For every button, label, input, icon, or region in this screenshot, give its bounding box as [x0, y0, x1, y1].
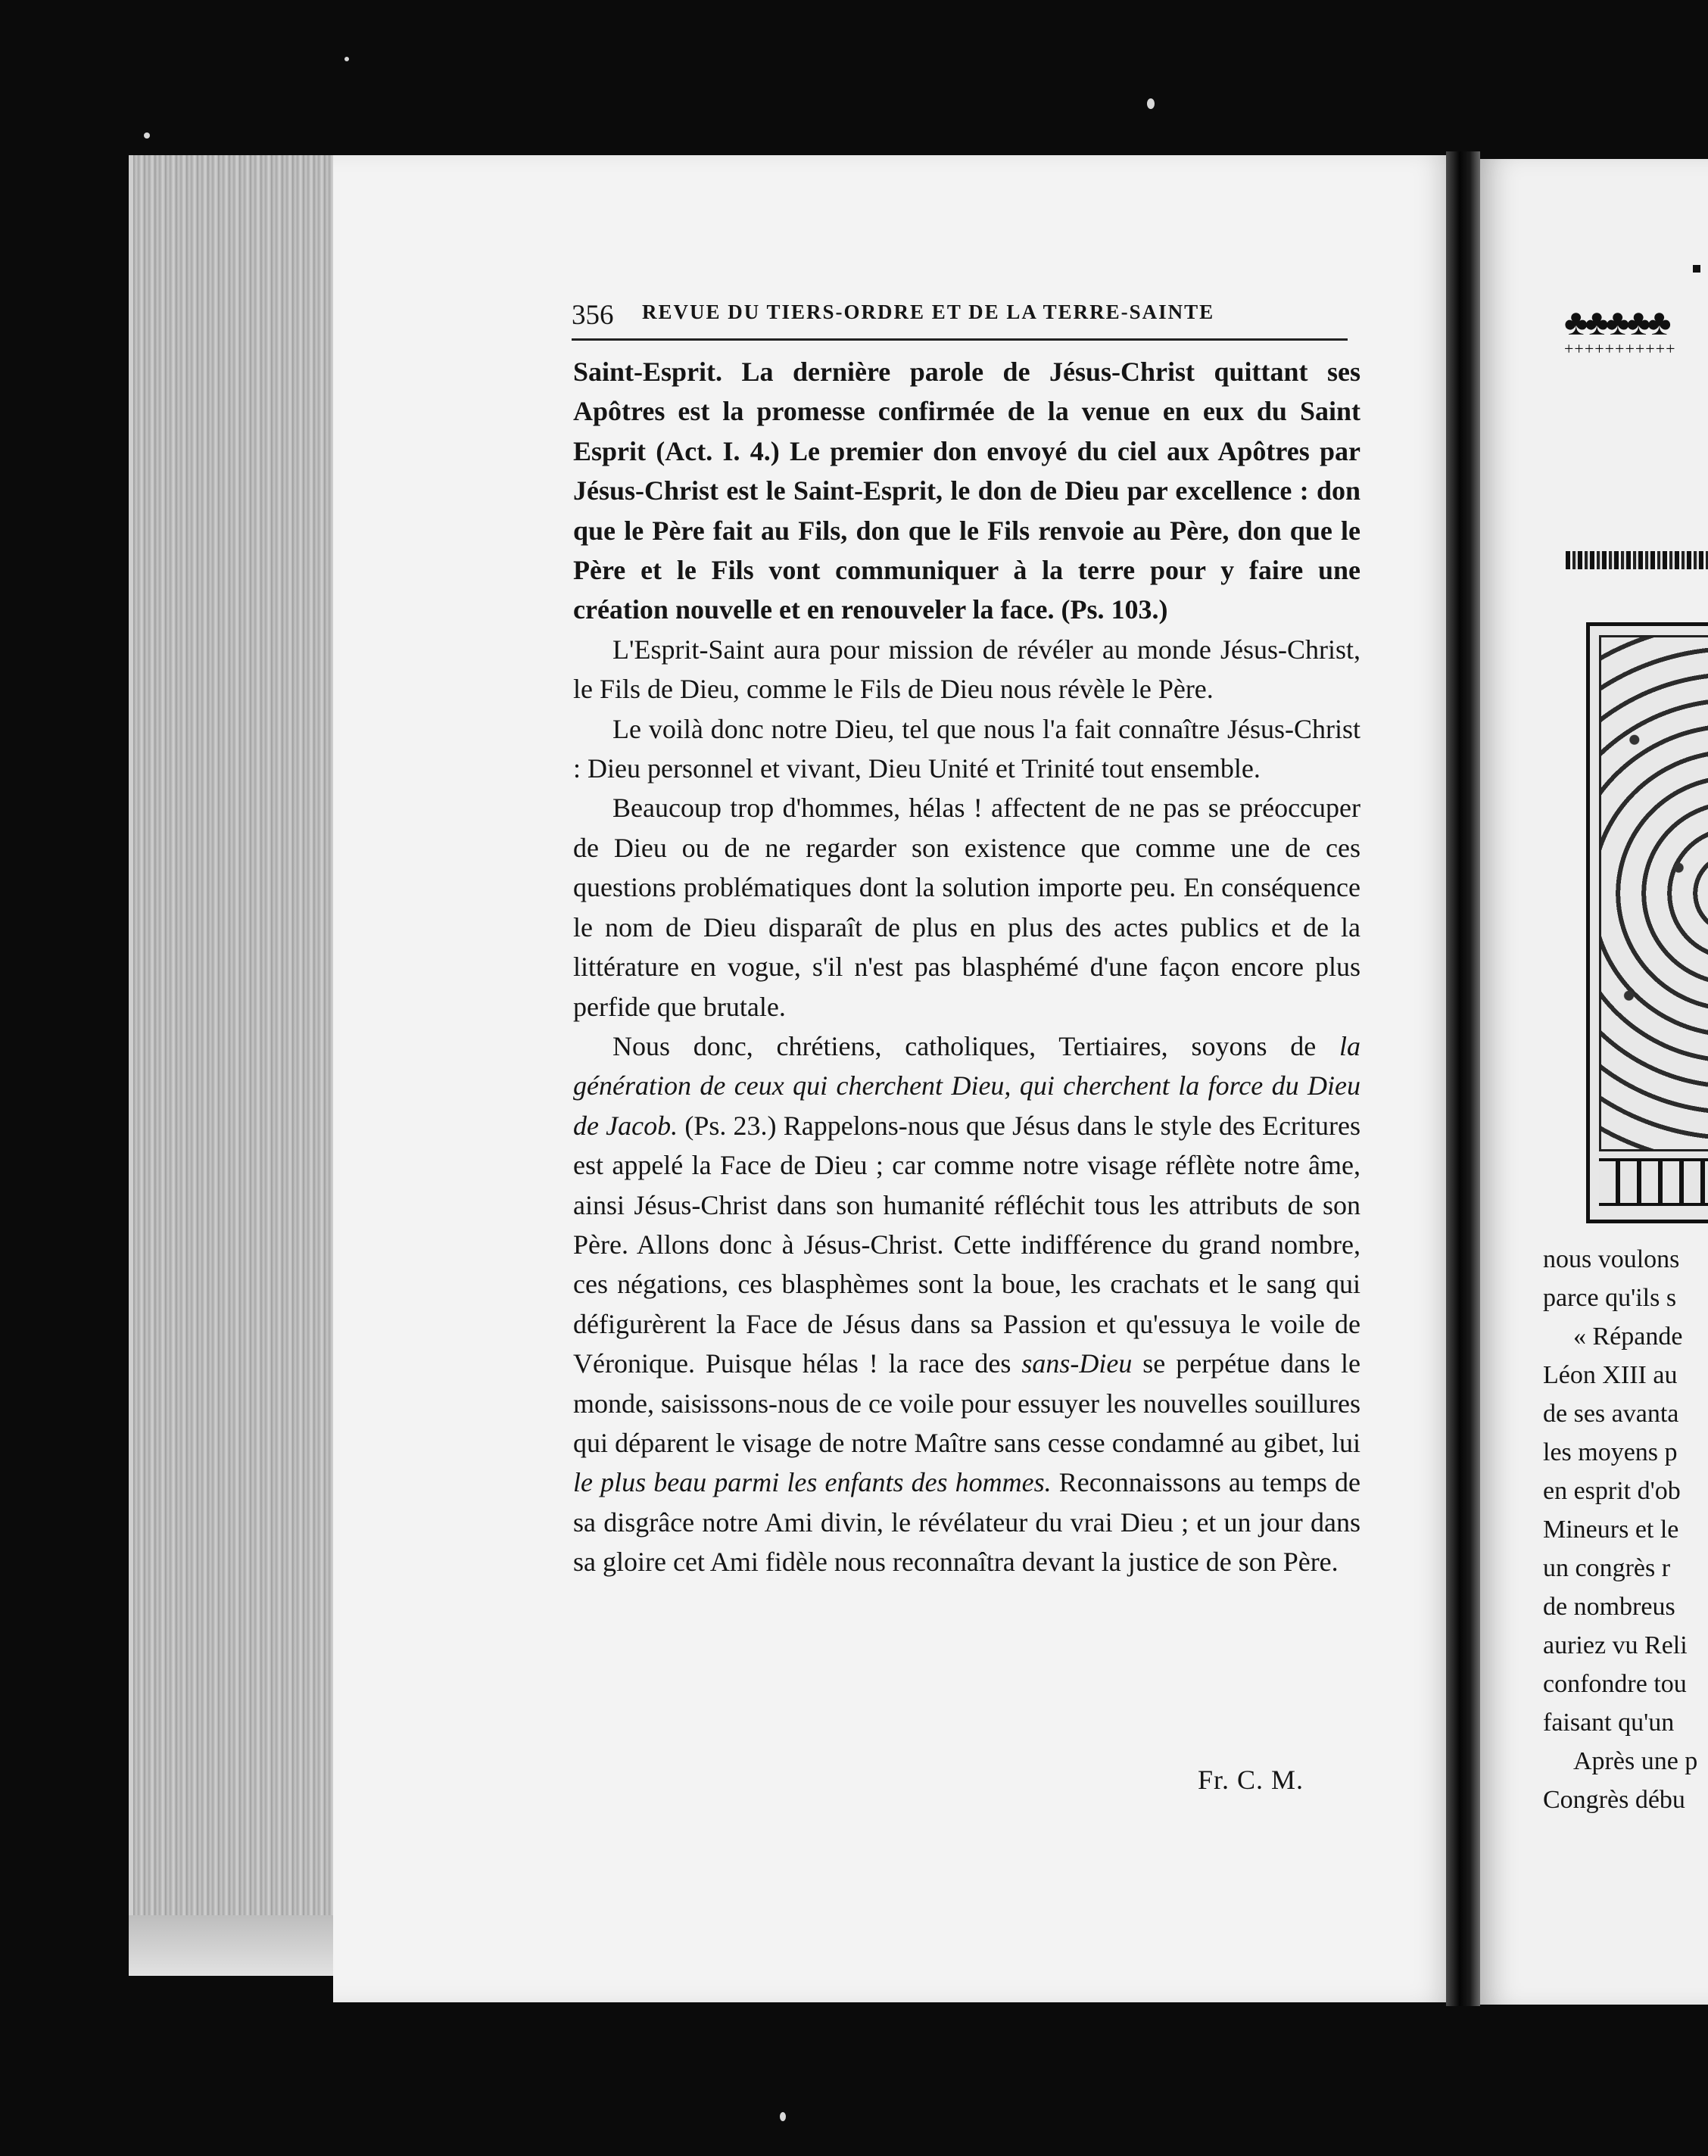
right-line: nous voulons: [1543, 1245, 1680, 1273]
film-speck: [144, 132, 150, 139]
ornament-row: [1564, 305, 1708, 360]
italic-quote: la génération de ceux qui cherchent Dieu, qui cherchent la force du Dieu de Jacob.: [573, 1030, 1360, 1141]
right-line: Congrès débu: [1543, 1786, 1685, 1814]
film-speck: [344, 57, 349, 61]
page-number: 356: [572, 300, 614, 331]
film-speck: [780, 2112, 786, 2121]
paragraph: L'Esprit-Saint aura pour mission de révéler au monde Jésus-Christ, le Fils de Dieu, comme le Fils de Dieu nous révèle le Père.: [573, 634, 1360, 705]
paragraph: Beaucoup trop d'hommes, hélas ! affectent de ne pas se préoccuper de Dieu ou de ne regarder son existence que comme une de ces questions problématiques dont la solution importe peu. En conséquence le nom de Dieu disparaît de plus en plus des actes publics et de la littérature en vogue, s'il n'est pas blasphémé d'une façon encore plus perfide que brutale.: [573, 793, 1360, 1022]
illuminated-initial: [1586, 622, 1708, 1223]
italic-quote: le plus beau parmi les enfants des hommes.: [573, 1467, 1052, 1498]
right-line: de nombreus: [1543, 1593, 1675, 1621]
right-line: Après une p: [1573, 1747, 1698, 1775]
ornament-crosses: +++++++++++: [1564, 339, 1676, 358]
right-line: les moyens p: [1543, 1438, 1678, 1466]
right-line: confondre tou: [1543, 1670, 1687, 1698]
right-line: Mineurs et le: [1543, 1516, 1679, 1544]
running-header-title: REVUE DU TIERS-ORDRE ET DE LA TERRE-SAINTE: [642, 301, 1215, 323]
right-page-text: [1543, 1240, 1708, 1819]
initial-base-band: [1599, 1158, 1708, 1206]
paragraph: Saint-Esprit. La dernière parole de Jésus-Christ quittant ses Apôtres est la promesse confirmée de la venue en eux du Saint Esprit (Act. I. 4.) Le premier don envoyé du ciel aux Apôtres par Jésus-Christ est le Saint-Esprit, le don de Dieu par excellence : don que le Père fait au Fils, don que le Fils renvoie au Père, don que le Père et le Fils vont communiquer à la terre pour y faire une création nouvelle et en renouveler la face. (Ps. 103.): [573, 357, 1360, 625]
decorative-border-strip: [1566, 551, 1708, 569]
right-line: auriez vu Reli: [1543, 1631, 1688, 1659]
right-line: faisant qu'un: [1543, 1709, 1675, 1737]
text-run: Nous donc, chrétiens, catholiques, Tertiaires, soyons de: [612, 1030, 1339, 1061]
page-mark: [1693, 265, 1700, 273]
right-line: en esprit d'ob: [1543, 1477, 1681, 1505]
right-line: « Répande: [1573, 1323, 1683, 1351]
body-text: [573, 352, 1360, 1582]
right-line: Léon XIII au: [1543, 1361, 1678, 1389]
text-run: Reconnaissons au temps de sa disgrâce notre Ami divin, le révélateur du vrai Dieu ; et un jour dans sa gloire cet Ami fidèle nous reconnaîtra devant la justice de son Père.: [573, 1467, 1360, 1578]
paragraph: Le voilà donc notre Dieu, tel que nous l'a fait connaître Jésus-Christ : Dieu personnel et vivant, Dieu Unité et Trinité tout ensemble.: [573, 713, 1360, 784]
page-stack-edges: [129, 155, 353, 1961]
right-line: de ses avanta: [1543, 1400, 1679, 1428]
book-gutter: [1446, 151, 1480, 2006]
right-line: un congrès r: [1543, 1554, 1671, 1582]
text-run: se perpétue dans le monde, saisissons-nous de ce voile pour essuyer les nouvelles souillures qui déparent le visage de notre Maître sans cesse condamné au gibet, lui: [573, 1348, 1360, 1458]
author-signature: Fr. C. M.: [1198, 1765, 1304, 1795]
italic-term: sans-Dieu: [1021, 1348, 1133, 1379]
right-line: parce qu'ils s: [1543, 1284, 1677, 1312]
header-rule: [572, 338, 1348, 341]
initial-ornament: [1599, 635, 1708, 1151]
text-run: (Ps. 23.) Rappelons-nous que Jésus dans le style des Ecritures est appelé la Face de Dieu ; car comme notre visage réflète notre âme, ainsi Jésus-Christ dans son humanité réfléchit tous les attributs de son Père. Allons donc à Jésus-Christ. Cette indifférence du grand nombre, ces négations, ces blasphèmes sont la boue, les crachats et le sang qui défigurèrent la Face de Jésus dans sa Passion et qu'essuya le voile de Véronique. Puisque hélas ! la race des: [573, 1110, 1361, 1379]
ornament-glyphs: ♣♣♣♣♣: [1564, 305, 1669, 343]
paragraph: [573, 1027, 1360, 1582]
film-speck: [1147, 98, 1155, 109]
